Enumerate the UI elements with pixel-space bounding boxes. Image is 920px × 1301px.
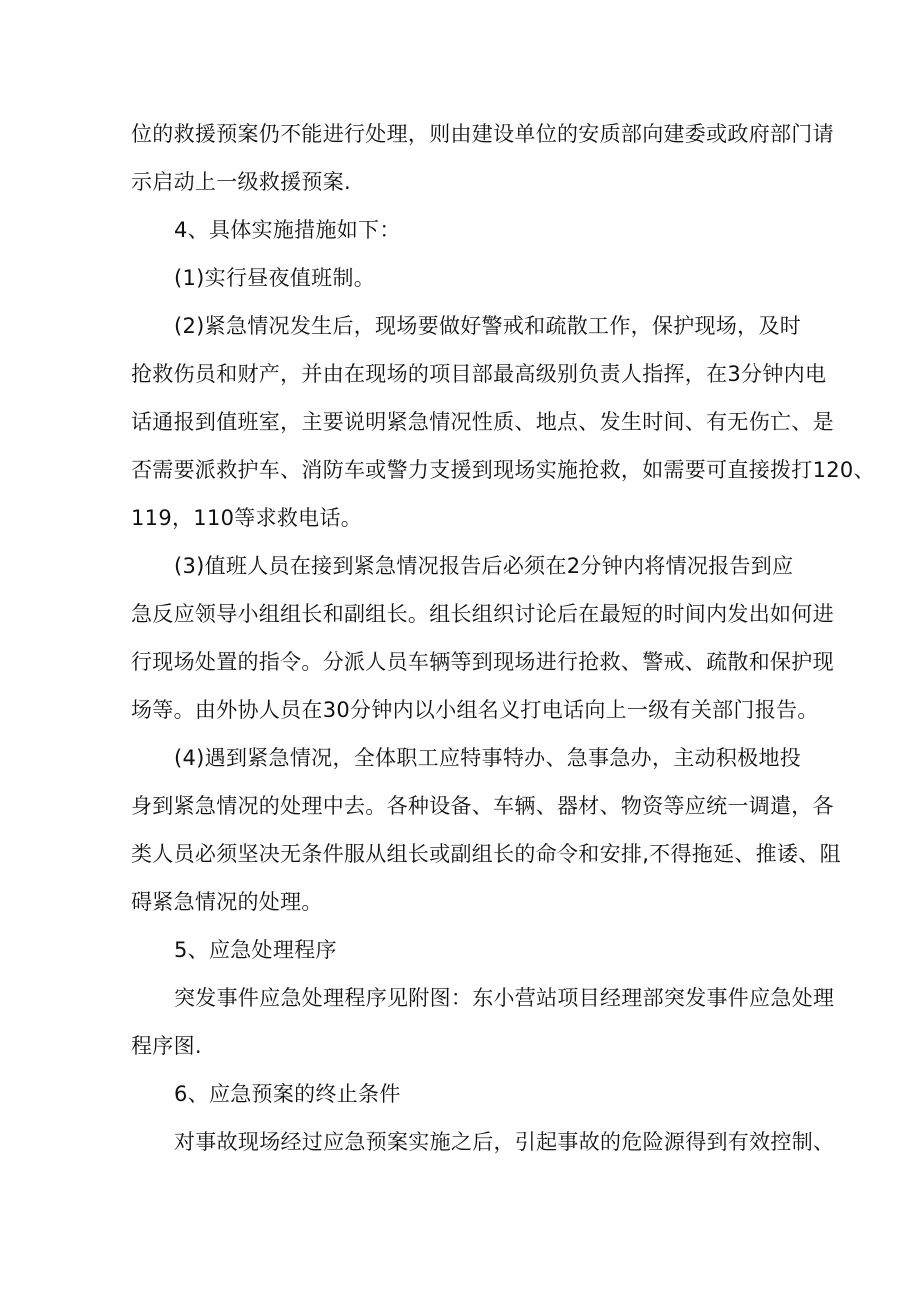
paragraph-line: 碍紧急情况的处理。: [131, 890, 323, 914]
paragraph-line: 行现场处置的指令。分派人员车辆等到现场进行抢救、警戒、疏散和保护现: [131, 650, 834, 674]
paragraph-line: 类人员必须坚决无条件服从组长或副组长的命令和安排,不得拖延、推诿、阻: [131, 842, 841, 866]
paragraph-line: 抢救伤员和财产，并由在现场的项目部最高级别负责人指挥，在3分钟内电: [131, 362, 827, 386]
paragraph-line: 否需要派救护车、消防车或警力支援到现场实施抢救，如需要可直接拨打120、: [131, 458, 875, 482]
list-item-heading: (3)值班人员在接到紧急情况报告后必须在2分钟内将情况报告到应: [174, 554, 794, 578]
section-heading: 6、应急预案的终止条件: [174, 1082, 401, 1106]
paragraph-line: 程序图.: [131, 1034, 202, 1058]
paragraph-line: 突发事件应急处理程序见附图：东小营站项目经理部突发事件应急处理: [174, 986, 835, 1010]
section-heading: 4、具体实施措施如下：: [174, 218, 401, 242]
list-item-heading: (2)紧急情况发生后，现场要做好警戒和疏散工作，保护现场，及时: [174, 314, 802, 338]
paragraph-line: 对事故现场经过应急预案实施之后，引起事故的危险源得到有效控制、: [174, 1130, 835, 1154]
paragraph-line: 身到紧急情况的处理中去。各种设备、车辆、器材、物资等应统一调遣，各: [131, 794, 834, 818]
paragraph-line: 急反应领导小组组长和副组长。组长组织讨论后在最短的时间内发出如何进: [131, 602, 834, 626]
paragraph-line: 话通报到值班室，主要说明紧急情况性质、地点、发生时间、有无伤亡、是: [131, 410, 834, 434]
section-heading: 5、应急处理程序: [174, 938, 337, 962]
list-item-heading: (4)遇到紧急情况，全体职工应特事特办、急事急办，主动积极地投: [174, 746, 802, 770]
list-item-heading: (1)实行昼夜值班制。: [174, 266, 376, 290]
paragraph-line: 119，110等求救电话。: [131, 506, 363, 530]
paragraph-line: 位的救援预案仍不能进行处理，则由建设单位的安质部向建委或政府部门请: [131, 122, 834, 146]
paragraph-line: 场等。由外协人员在30分钟内以小组名义打电话向上一级有关部门报告。: [131, 698, 819, 722]
paragraph-line: 示启动上一级救援预案.: [131, 170, 351, 194]
